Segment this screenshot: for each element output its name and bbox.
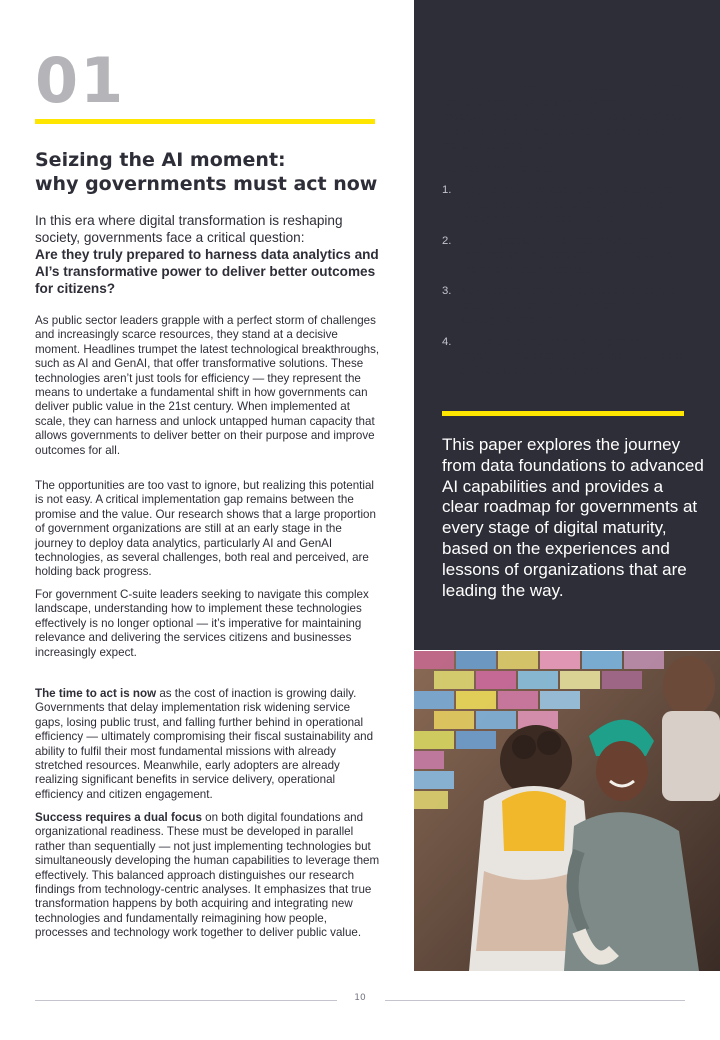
sidebar-summary bbox=[442, 81, 692, 385]
intro-lead: In this era where digital transformation is reshaping society, governments face a critical question: bbox=[35, 213, 343, 245]
page-title bbox=[35, 148, 385, 196]
intro-question: Are they truly prepared to harness data analytics and AI’s transformative power to deliver better outcomes for citizens? bbox=[35, 247, 379, 296]
page-number: 10 bbox=[354, 993, 366, 1003]
photo-children-with-woman bbox=[414, 651, 720, 971]
body-paragraph-3: For government C-suite leaders seeking to navigate this complex landscape, understanding how to implement these technologies effectively is no longer optional — it’s imperative for maintaining relevance and delivering the services citizens and businesses increasingly expect. bbox=[35, 588, 369, 659]
sidebar-pull-quote: This paper explores the journey from data foundations to advanced AI capabilities and provides a clear roadmap for governments at every stage of digital maturity, based on the experiences and lessons of organizations that are leading the way. bbox=[442, 435, 704, 600]
sidebar-intro: This paper offers strategic recommendations for government leaders on how their organizations can unlock the full potential of data and AI to improve their operations and deliver more value for citizens. bbox=[442, 82, 687, 152]
section-number: 01 bbox=[35, 44, 126, 117]
body-paragraph-5: Success requires a dual focus on both digital foundations and organizational readiness. These must be developed in parallel rather than sequentially — not just implementing technologies but simultaneously developing the human capabilities to leverage them effectively. This balanced approach distinguishes our research findings from technology-centric analyses. It emphasizes that true transformation happens by both acquiring and integrating new technologies and fundamentally reimagining how people, processes and technology work together to deliver public value. bbox=[35, 811, 380, 940]
intro-block bbox=[35, 212, 380, 297]
body-paragraph-1: As public sector leaders grapple with a perfect storm of challenges and increasingly scarce resources, they stand at a decisive moment. Headlines trumpet the latest technological breakthroughs, such as AI and GenAI, that offer transformative solutions. These technologies aren’t just tools for efficiency — they represent the means to undertake a fundamental shift in how governments can deliver public value in the 21st century. When implemented at scale, they can harness and unlock untapped human capacity that allows governments to deliver better on their purpose and improve outcomes for all. bbox=[35, 314, 380, 457]
list-item: 3. Key lessons from early success stories and leading practices that can inform their strategic approach bbox=[442, 285, 677, 326]
title-line-1: Seizing the AI moment: bbox=[35, 149, 286, 171]
title-line-2: why governments must act now bbox=[35, 173, 378, 195]
sidebar-list bbox=[442, 183, 692, 378]
body-paragraph-4-lead: The time to act is now bbox=[35, 687, 157, 700]
footer-rule-left bbox=[35, 1000, 337, 1001]
title-rule bbox=[35, 119, 375, 124]
sidebar-rule bbox=[442, 411, 684, 416]
list-item: 4. A practical guide for advancing their organization’s data and AI capabilities across all five essential foundations bbox=[442, 335, 686, 377]
footer-rule-right bbox=[385, 1000, 685, 1001]
list-item: 1. Insights into how leading organizations are capturing tangible benefits from data and AI through real-world applications bbox=[442, 184, 678, 225]
body-paragraph-5-lead: Success requires a dual focus bbox=[35, 811, 202, 824]
list-item: 2. A clear assessment of implementation progress and the persistent challenges that are holding back progress bbox=[442, 234, 677, 276]
body-paragraph-4: The time to act is now as the cost of inaction is growing daily. Governments that delay implementation risk widening service gaps, losing public trust, and falling further behind in operational efficiency — ultimately compromising their fiscal sustainability and ability to fulfil their most fundamental missions with already stretched resources. Meanwhile, early adopters are already realizing significant benefits in service delivery, operational efficiency and citizen engagement. bbox=[35, 687, 374, 801]
body-paragraph-2: The opportunities are too vast to ignore, but realizing this potential is not easy. A critical implementation gap remains between the promise and the value. Our research shows that a large proportion of government organizations are still at an early stage in the journey to deploy data analytics, particularly AI and GenAI technologies, as several challenges, both real and perceived, are holding back progress. bbox=[35, 479, 376, 579]
sidebar-provides-label: Our research provides: bbox=[442, 162, 557, 175]
